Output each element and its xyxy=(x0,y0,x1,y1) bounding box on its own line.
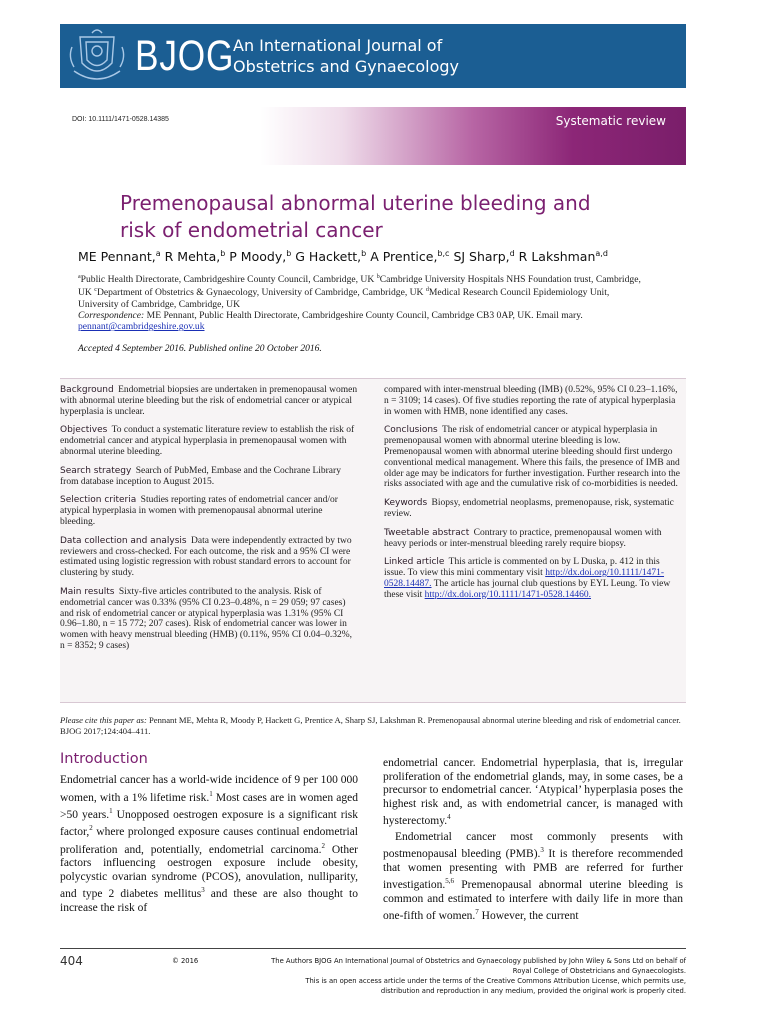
author-list: ME Pennant,$^a$ R Mehta,$^b$ P Moody,$^b$ G Hackett,$^b$ A Prentice,$^{b,c}$ SJ Sharp,$^d$ R Lakshman$^{a,d}$ xyxy=(78,249,608,265)
footer-license: © 2016 The Authors BJOG An International Journal of Obstetrics and Gynaecology published by John Wiley & Sons Ltd on behalf of Royal College of Obstetricians and Gynaecologists. This is an open access article under the terms of the Creative Commons Attribution License, which permits use, distribution and reproduction in any medium, provided the original work is properly cited. xyxy=(172,957,686,995)
abstract-keywords: Keywords Biopsy, endometrial neoplasms, premenopause, risk, systematic review. xyxy=(384,498,674,519)
abstract-conclusions: Conclusions The risk of endometrial cancer or atypical hyperplasia in premenopausal women with abnormal uterine bleeding is low. Premenopausal women with abnormal uterine bleeding should first undergo conventional medical management. Where this fails, the presence of IMB and older age may be indicators for further investigation. Further research into the risks associated with age and the cumulative risk of co-morbidities is needed. xyxy=(384,425,680,490)
introduction-heading: Introduction xyxy=(60,751,148,767)
intro-paragraph: endometrial cancer. Endometrial hyperplasia, that is, irregular proliferation of the endometrial glands, may, in some cases, be a precursor to endometrial cancer. ‘Atypical’ hyperplasia poses the highest risk and, as with endometrial cancer, is managed with hysterectomy.$^4$ xyxy=(383,757,683,828)
citation-label: Please cite this paper as: xyxy=(60,715,147,725)
journal-brand: BJOG xyxy=(135,32,235,80)
journal-tagline: An International Journal of Obstetrics and Gynaecology xyxy=(233,36,460,76)
affiliations: $^a$Public Health Directorate, Cambridgeshire County Council, Cambridge, UK $^b$Cambridge University Hospitals NHS Foundation trust, Cambridge, UK $^c$Department of Obstetrics & Gynaecology, University of Cambridge, Cambridge, UK $^d$Medical Research Council Epidemiology Unit, University of Cambridge, Cambridge, UK Correspondence: ME Pennant, Public Health Directorate, Cambridgeshire County Council, Cambridge CB3 0AP, UK. Email mary. pennant@cambridgeshire.gov.uk xyxy=(78,274,641,333)
author: ME Pennant, xyxy=(78,249,156,265)
abstract-main-results-continued: compared with inter-menstrual bleeding (IMB) (0.52%, 95% CI 0.23–1.16%, n = 3109; 14 cases). Of five studies reporting the rate of atypical hyperplasia in women with HMB, none identified any cases. xyxy=(384,385,678,417)
journal-masthead xyxy=(60,24,686,88)
commentary-link[interactable]: http://dx.doi.org/10.1111/1471-0528.14487. xyxy=(384,568,665,589)
footer-divider xyxy=(60,948,686,949)
article-title: Premenopausal abnormal uterine bleeding and risk of endometrial cancer xyxy=(120,191,591,242)
intro-paragraph: Endometrial cancer has a world-wide incidence of 9 per 100 000 women, with a 1% lifetime risk.$^1$ Most cases are in women aged >50 years.$^1$ Unopposed oestrogen exposure is a significant risk factor,$^2$ where prolonged exposure causes continual endometrial proliferation and, potentially, endometrial carcinoma.$^2$ Other factors influencing oestrogen exposure include obesity, polycystic ovarian syndrome (PCOS), anovulation, nulliparity, and type 2 diabetes mellitus$^3$ and these are also thought to increase the risk of xyxy=(60,774,359,914)
abstract-column-left xyxy=(60,385,358,660)
abstract-main-results: Main results Sixty-five articles contributed to the analysis. Risk of endometrial cancer was 0.33% (95% CI 0.23–0.48%, n = 29 059; 97 cases) and risk of endometrial cancer or atypical hyperplasia was 1.31% (95% CI 0.96–1.80, n = 15 772; 207 cases). Risk of endometrial cancer was lower in women with heavy menstrual bleeding (HMB) (0.11%, 95% CI 0.04–0.32%, n = 8352; 9 cases) xyxy=(60,586,352,651)
section-label: Systematic review xyxy=(555,114,666,128)
abstract-background: Background Endometrial biopsies are undertaken in premenopausal women with abnormal uterine bleeding but the risk of endometrial cancer or atypical hyperplasia is unclear. xyxy=(60,385,358,417)
doi-text: DOI: 10.1111/1471-0528.14385 xyxy=(72,116,169,123)
abstract-tweetable: Tweetable abstract Contrary to practice, premenopausal women with heavy periods or inter-menstrual bleeding rarely require biopsy. xyxy=(384,527,662,549)
author: A Prentice, xyxy=(370,249,438,265)
author: R Lakshman xyxy=(518,249,596,265)
body-column-right xyxy=(383,757,683,926)
college-crest-icon xyxy=(66,27,128,85)
article-type-band xyxy=(60,107,686,165)
author: R Mehta, xyxy=(164,249,221,265)
abstract-linked-article: Linked article This article is commented on by L Duska, p. 412 in this issue. To view this mini commentary visit http://dx.doi.org/10.1111/1471-0528.14487. The article has journal club questions by EYL Leung. To view these visit http://dx.doi.org/10.1111/1471-0528.14460. xyxy=(384,557,671,600)
intro-paragraph: Endometrial cancer most commonly presents with postmenopausal bleeding (PMB).$^3$ It is therefore recommended that women presenting with PMB are referred for further investigation.$^{5,6}$ Premenopausal abnormal uterine bleeding is common and estimated to interfere with daily life in more than one-fifth of women.$^7$ However, the current xyxy=(383,830,683,923)
correspondence-email-link[interactable]: pennant@cambridgeshire.gov.uk xyxy=(78,321,205,333)
correspondence-label: Correspondence: xyxy=(78,309,145,321)
citation-note xyxy=(60,715,686,737)
copyright-mark: © 2016 xyxy=(172,957,199,965)
abstract-box xyxy=(60,378,686,703)
abstract-column-right xyxy=(384,385,680,609)
body-column-left xyxy=(60,774,358,917)
author: P Moody, xyxy=(229,249,287,265)
author: G Hackett, xyxy=(295,249,362,265)
accepted-date: Accepted 4 September 2016. Published online 20 October 2016. xyxy=(78,344,322,354)
abstract-data-collection: Data collection and analysis Data were independently extracted by two reviewers and cross-checked. For each outcome, the risk and a 95% CI were estimated using logistic regression with robust standard errors to account for clustering by study. xyxy=(60,535,352,579)
correspondence-text: ME Pennant, Public Health Directorate, Cambridgeshire County Council, Cambridge CB3 0AP, UK. Email mary. xyxy=(146,309,583,321)
author: SJ Sharp, xyxy=(453,249,510,265)
citation-text: Pennant ME, Mehta R, Moody P, Hackett G, Prentice A, Sharp SJ, Lakshman R. Premenopausal abnormal uterine bleeding and risk of endometrial cancer. BJOG 2017;124:404–411. xyxy=(60,715,681,736)
page-number: 404 xyxy=(60,954,83,968)
abstract-search-strategy: Search strategy Search of PubMed, Embase and the Cochrane Library from database inception to August 2015. xyxy=(60,465,341,487)
abstract-objectives: Objectives To conduct a systematic literature review to establish the risk of endometrial cancer and atypical hyperplasia in premenopausal women with abnormal uterine bleeding. xyxy=(60,425,355,457)
journal-club-link[interactable]: http://dx.doi.org/10.1111/1471-0528.14460. xyxy=(424,589,591,600)
abstract-selection-criteria: Selection criteria Studies reporting rates of endometrial cancer and/or atypical hyperplasia in women with premenopausal abnormal uterine bleeding. xyxy=(60,495,338,527)
